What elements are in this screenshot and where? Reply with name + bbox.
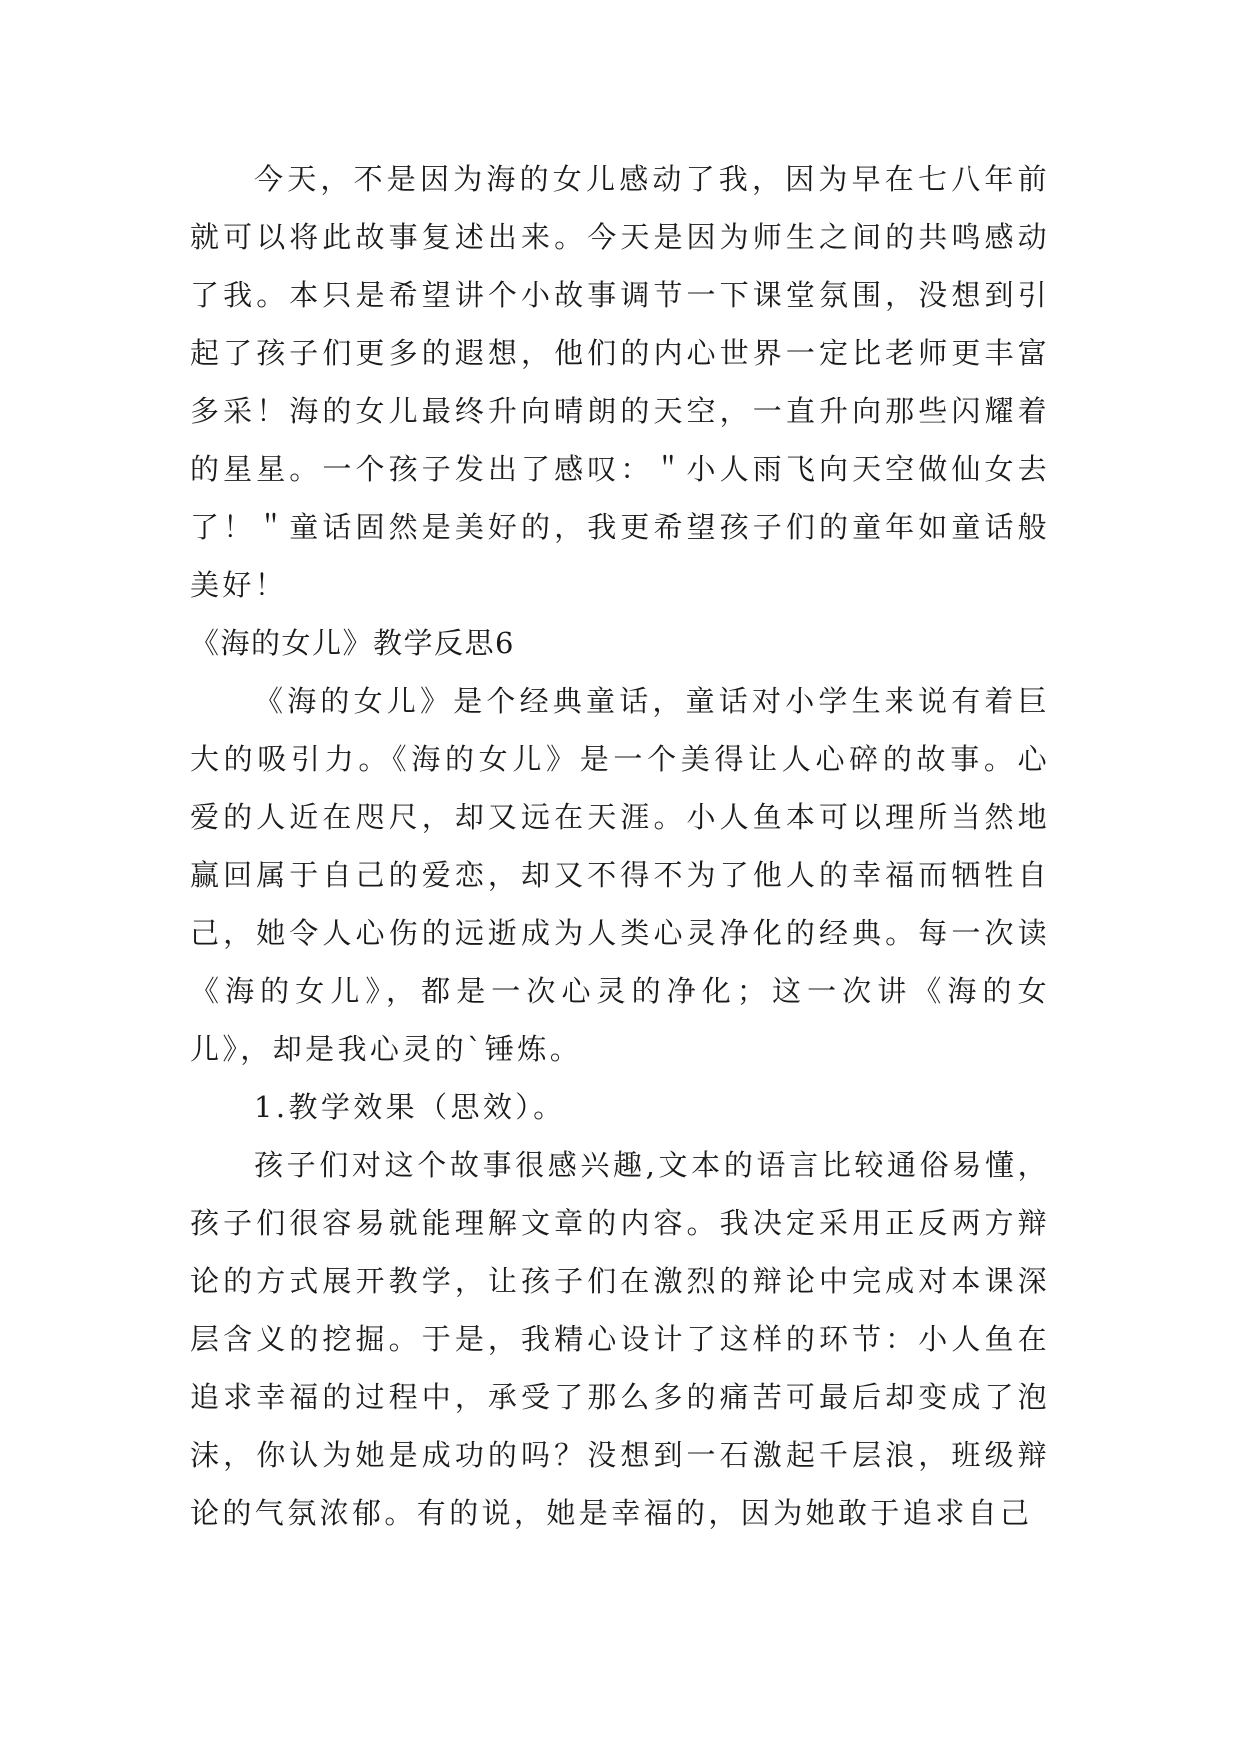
paragraph-closing-reflection: 今天，不是因为海的女儿感动了我，因为早在七八年前就可以将此故事复述出来。今天是因为师生之间的共鸣感动了我。本只是希望讲个小故事调节一下课堂氛围，没想到引起了孩子们更多的遐想，他们的内心世界一定比老师更丰富多采！海的女儿最终升向晴朗的天空，一直升向那些闪耀着的星星。一个孩子发出了感叹：＂小人雨飞向天空做仙女去了！＂童话固然是美好的，我更希望孩子们的童年如童话般美好！ (190, 162, 1050, 602)
paragraph-teaching-effect-body: 孩子们对这个故事很感兴趣,文本的语言比较通俗易懂，孩子们很容易就能理解文章的内容。我决定采用正反两方辩论的方式展开教学，让孩子们在激烈的辩论中完成对本课深层含义的挖掘。于是，我精心设计了这样的环节：小人鱼在追求幸福的过程中，承受了那么多的痛苦可最后却变成了泡沫，你认为她是成功的吗？没想到一石激起千层浪，班级辩论的气氛浓郁。有的说，她是幸福的，因为她敢于追求自己 (190, 1148, 1050, 1530)
paragraph-teaching-effect-heading: 1.教学效果（思效）。 (254, 1090, 566, 1124)
paragraph-introduction: 《海的女儿》是个经典童话，童话对小学生来说有着巨大的吸引力。《海的女儿》是一个美得让人心碎的故事。心爱的人近在咫尺，却又远在天涯。小人鱼本可以理所当然地赢回属于自己的爱恋，却又不得不为了他人的幸福而牺牲自己，她令人心伤的远逝成为人类心灵净化的经典。每一次读《海的女儿》，都是一次心灵的净化；这一次讲《海的女儿》，却是我心灵的`锤炼。 (190, 684, 1050, 1066)
section-heading: 《海的女儿》教学反思6 (190, 626, 515, 660)
document-body (190, 150, 1050, 1542)
